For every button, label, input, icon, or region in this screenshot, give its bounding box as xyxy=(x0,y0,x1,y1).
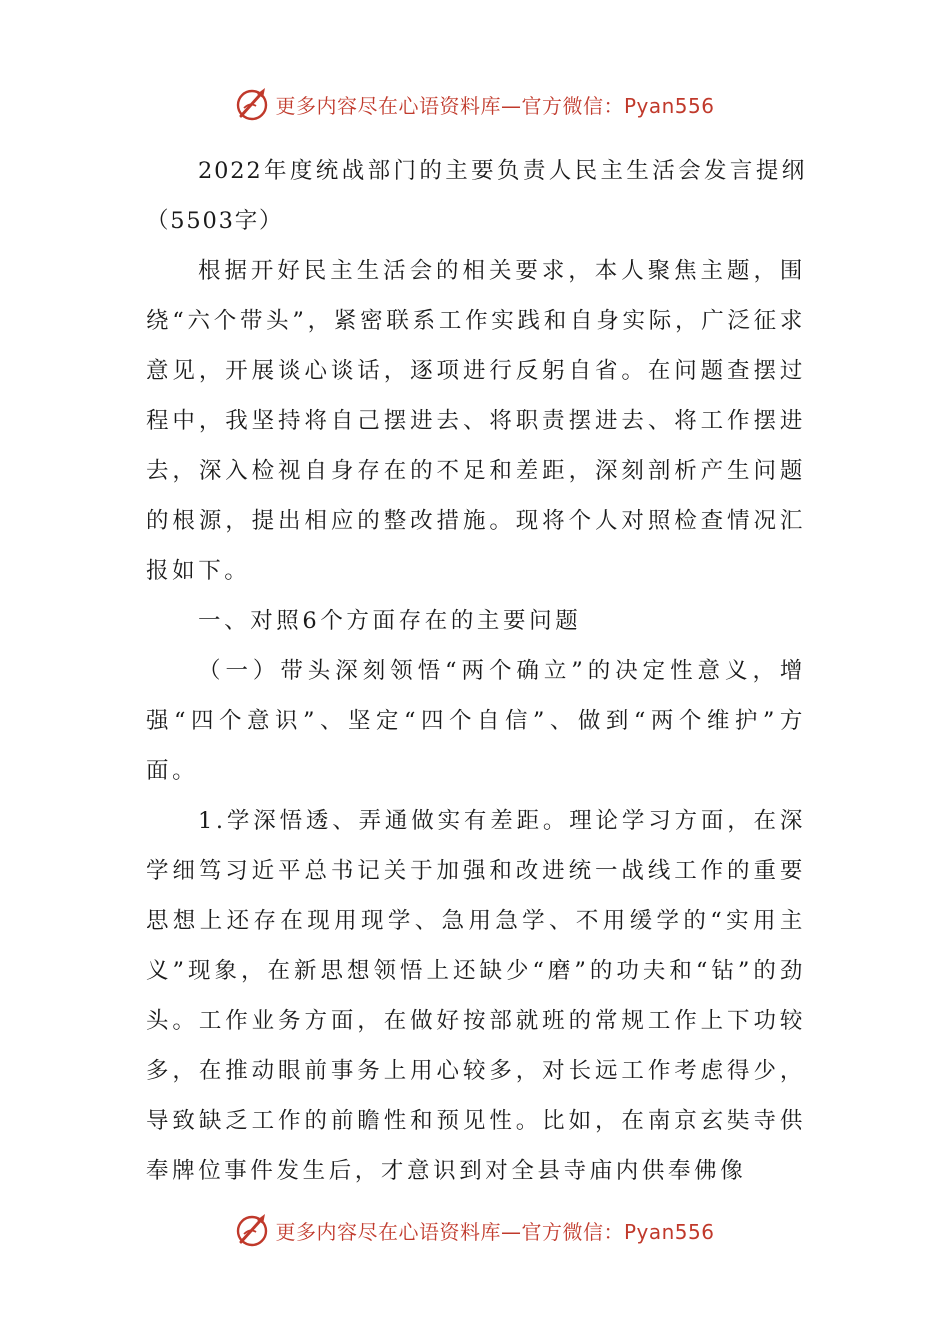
pen-logo-icon xyxy=(235,86,271,122)
watermark-footer xyxy=(0,1210,950,1250)
document-title: 2022年度统战部门的主要负责人民主生活会发言提纲（5503字） xyxy=(146,158,806,234)
section-heading: 一、对照6个方面存在的主要问题 xyxy=(198,608,582,634)
watermark-text: 更多内容尽在心语资料库—官方微信：Pyan556 xyxy=(275,1219,715,1244)
paragraph-item-1: 1.学深悟透、弄通做实有差距。理论学习方面，在深学细笃习近平总书记关于加强和改进统一战线工作的重要思想上还存在现用现学、急用急学、不用缓学的“实用主义”现象，在新思想领悟上还缺少“磨”的功夫和“钻”的劲头。工作业务方面，在做好按部就班的常规工作上下功较多，在推动眼前事务上用心较多，对长远工作考虑得少，导致缺乏工作的前瞻性和预见性。比如，在南京玄奘寺供奉牌位事件发生后，才意识到对全县寺庙内供奉佛像 xyxy=(146,808,806,1184)
watermark-header xyxy=(0,84,950,124)
watermark-text: 更多内容尽在心语资料库—官方微信：Pyan556 xyxy=(275,93,715,118)
subsection-heading: （一）带头深刻领悟“两个确立”的决定性意义，增强“四个意识”、坚定“四个自信”、做到“两个维护”方面。 xyxy=(146,658,806,784)
document-body xyxy=(146,146,806,1196)
pen-logo-icon xyxy=(235,1212,271,1248)
paragraph-intro: 根据开好民主生活会的相关要求，本人聚焦主题，围绕“六个带头”，紧密联系工作实践和自身实际，广泛征求意见，开展谈心谈话，逐项进行反躬自省。在问题查摆过程中，我坚持将自己摆进去、将职责摆进去、将工作摆进去，深入检视自身存在的不足和差距，深刻剖析产生问题的根源，提出相应的整改措施。现将个人对照检查情况汇报如下。 xyxy=(146,258,806,584)
